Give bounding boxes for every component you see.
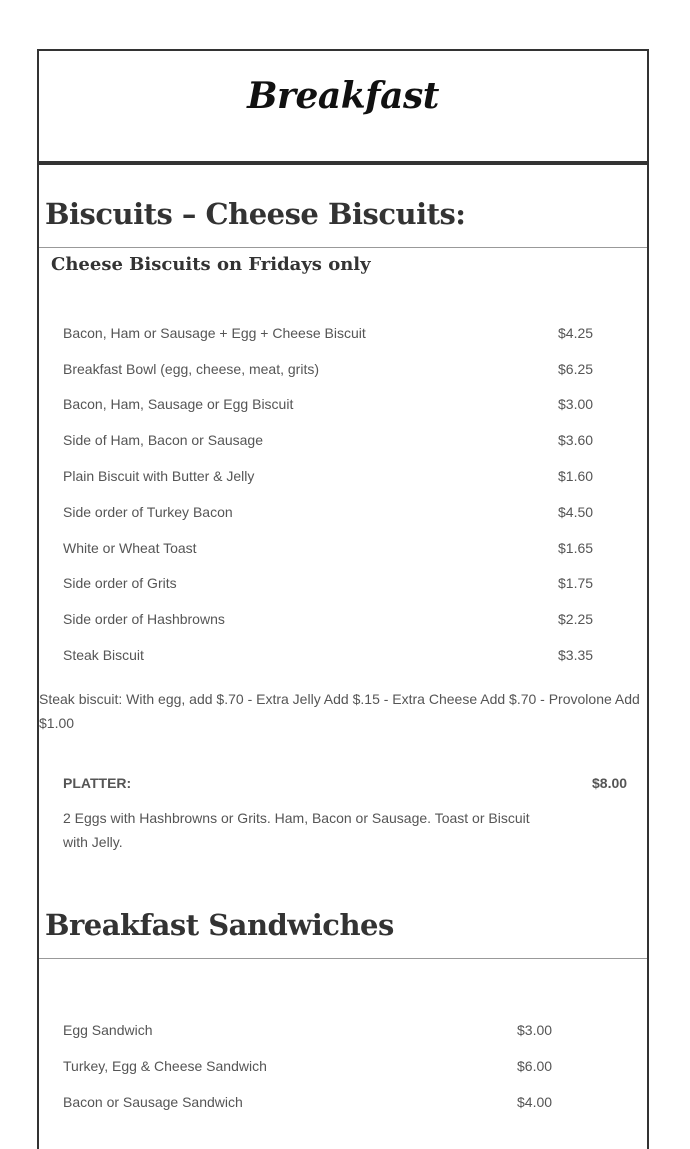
section-subtitle-biscuits: Cheese Biscuits on Fridays only xyxy=(51,254,371,275)
platter-label: PLATTER: xyxy=(63,775,132,791)
item-name: Steak Biscuit xyxy=(63,647,144,663)
section-title-biscuits: Biscuits – Cheese Biscuits: xyxy=(45,197,466,231)
item-price: $3.00 xyxy=(517,1022,553,1038)
menu-card xyxy=(37,49,649,1149)
item-name: Bacon, Ham, Sausage or Egg Biscuit xyxy=(63,396,294,412)
platter-price: $8.00 xyxy=(592,775,628,791)
item-name: Bacon, Ham or Sausage + Egg + Cheese Biscuit xyxy=(63,325,366,341)
item-price: $3.00 xyxy=(558,396,594,412)
item-price: $3.60 xyxy=(558,432,594,448)
item-price: $2.25 xyxy=(558,611,594,627)
platter-description: 2 Eggs with Hashbrowns or Grits. Ham, Bacon or Sausage. Toast or Biscuit with Jelly. xyxy=(63,810,530,850)
biscuit-addon-note: Steak biscuit: With egg, add $.70 - Extra Jelly Add $.15 - Extra Cheese Add $.70 - Provolone Add $1.00 xyxy=(39,691,640,731)
item-price: $1.75 xyxy=(558,575,594,591)
item-price: $4.00 xyxy=(517,1094,553,1110)
item-price: $4.25 xyxy=(558,325,594,341)
section-title-sandwiches: Breakfast Sandwiches xyxy=(45,908,394,942)
item-price: $3.35 xyxy=(558,647,594,663)
item-name: White or Wheat Toast xyxy=(63,540,197,556)
item-price: $1.60 xyxy=(558,468,594,484)
item-name: Bacon or Sausage Sandwich xyxy=(63,1094,243,1110)
section-divider xyxy=(39,247,647,248)
section-divider xyxy=(39,958,647,959)
item-name: Side order of Turkey Bacon xyxy=(63,504,233,520)
item-price: $1.65 xyxy=(558,540,594,556)
item-name: Plain Biscuit with Butter & Jelly xyxy=(63,468,255,484)
item-name: Breakfast Bowl (egg, cheese, meat, grits) xyxy=(63,361,319,377)
item-name: Turkey, Egg & Cheese Sandwich xyxy=(63,1058,267,1074)
item-name: Side of Ham, Bacon or Sausage xyxy=(63,432,264,448)
item-price: $6.00 xyxy=(517,1058,553,1074)
menu-header xyxy=(39,51,647,165)
item-name: Side order of Hashbrowns xyxy=(63,611,225,627)
item-name: Egg Sandwich xyxy=(63,1022,153,1038)
menu-title: Breakfast xyxy=(247,75,439,117)
item-price: $6.25 xyxy=(558,361,594,377)
item-price: $4.50 xyxy=(558,504,594,520)
item-name: Side order of Grits xyxy=(63,575,177,591)
